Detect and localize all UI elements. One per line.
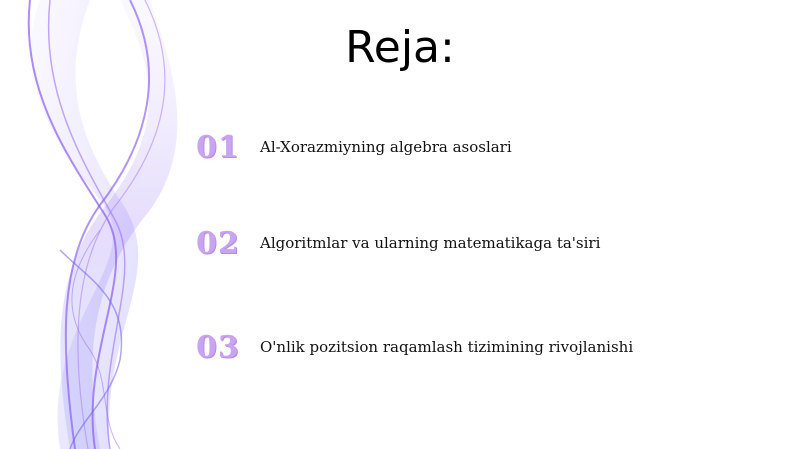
item-text: Algoritmlar va ularning matematikaga ta'siri [260,234,601,252]
item-text: Al-Xorazmiyning algebra asoslari [260,138,512,156]
item-number: 01 [196,129,240,165]
slide-title: Reja: [345,22,455,73]
decorative-ribbon-graphic [0,0,220,449]
item-number: 03 [196,329,240,365]
item-number: 02 [196,225,240,261]
agenda-item [196,223,600,263]
agenda-item [196,327,633,367]
item-text: O'nlik pozitsion raqamlash tizimining rivojlanishi [260,338,634,356]
agenda-item [196,127,512,167]
